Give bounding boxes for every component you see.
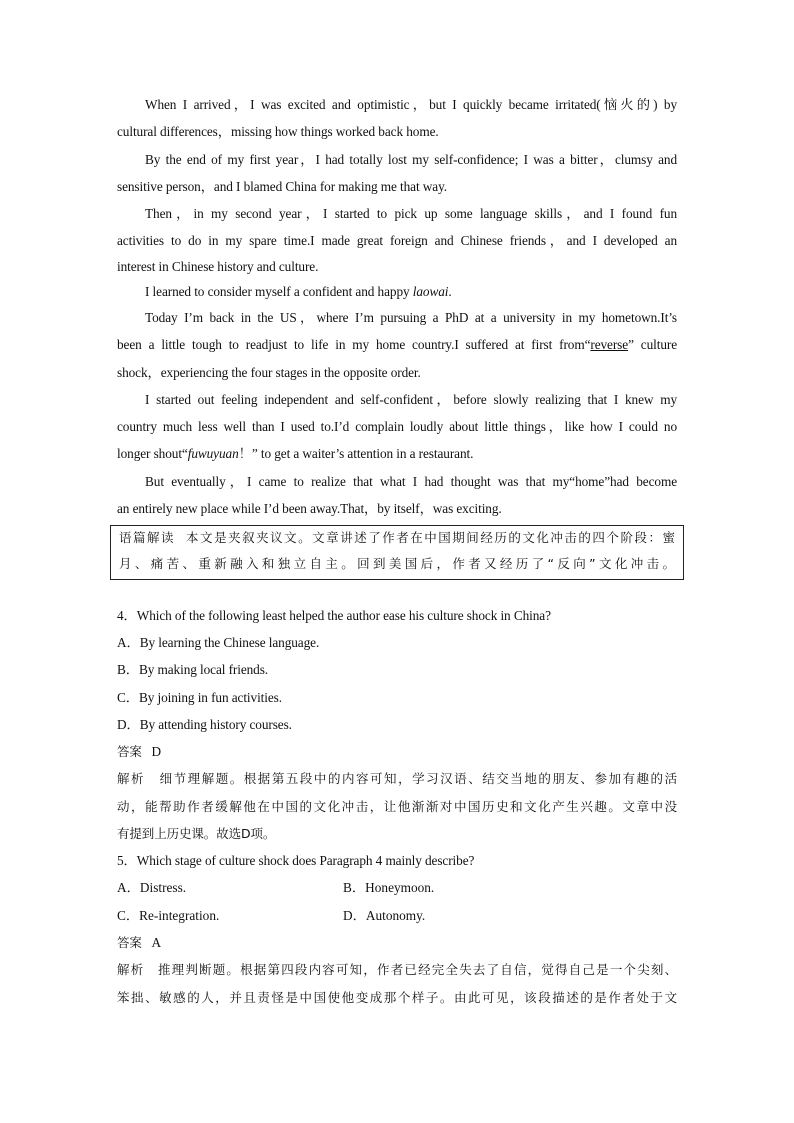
- passage-p3-line1: Then，in my second year，I started to pick up some language skills，and I found fun: [145, 206, 677, 221]
- passage-p4-italic: laowai: [412, 284, 449, 299]
- passage-p4-text: I learned to consider myself a confident and happy: [145, 284, 413, 299]
- q5-analysis-line1: [117, 962, 677, 978]
- q5-analysis-label: 解析: [117, 962, 145, 977]
- q4-option-a: A．By learning the Chinese language.: [117, 635, 320, 650]
- q4-analysis-line2: 动，能帮助作者缓解他在中国的文化冲击，让他渐渐对中国历史和文化产生兴趣。文章中没: [117, 799, 677, 814]
- q5-analysis-line2: 笨拙、敏感的人，并且责怪是中国使他变成那个样子。由此可见，该段描述的是作者处于文: [117, 990, 677, 1005]
- q5-option-c: C．Re-integration.: [117, 908, 220, 923]
- passage-p6-line3-end: ！” to get a waiter’s attention in a restaurant.: [238, 446, 474, 461]
- passage-p5-line3: shock，experiencing the four stages in the opposite order.: [117, 365, 421, 380]
- passage-p6-line3-text: longer shout“: [117, 446, 188, 461]
- q4-analysis-text1: 细节理解题。根据第五段中的内容可知，学习汉语、结交当地的朋友、参加有趣的活: [159, 771, 677, 786]
- passage-p5-line2-end: ” culture: [628, 337, 677, 352]
- summary-line1: [119, 530, 675, 546]
- passage-p4-line1: [145, 284, 677, 300]
- summary-label: 语篇解读: [119, 530, 176, 545]
- q4-stem: 4．Which of the following least helped the author ease his culture shock in China?: [117, 608, 551, 623]
- passage-p6-italic: fuwuyuan: [187, 446, 239, 461]
- q4-option-b: B．By making local friends.: [117, 662, 269, 677]
- q5-option-d: D．Autonomy.: [343, 908, 426, 923]
- q4-analysis-line1: [117, 771, 677, 787]
- q4-answer: [117, 744, 677, 760]
- passage-p7-line1: But eventually，I came to realize that what I had thought was that my“home”had become: [145, 474, 677, 489]
- passage-p3-line3: interest in Chinese history and culture.: [117, 259, 319, 274]
- q4-answer-label: 答案: [117, 744, 142, 759]
- q5-answer-label: 答案: [117, 935, 142, 950]
- passage-p6-line3: [117, 446, 677, 462]
- summary-box: [110, 525, 684, 580]
- passage-p2-line2: sensitive person，and I blamed China for making me that way.: [117, 179, 448, 194]
- q5-stem: 5．Which stage of culture shock does Paragraph 4 mainly describe?: [117, 853, 475, 868]
- q5-option-b: B．Honeymoon.: [343, 880, 435, 895]
- passage-p6-line1: I started out feeling independent and self-confident，before slowly realizing that I knew my: [145, 392, 677, 407]
- passage-p3-line2: activities to do in my spare time.I made great foreign and Chinese friends，and I developed an: [117, 233, 677, 248]
- q4-option-c: C．By joining in fun activities.: [117, 690, 282, 705]
- passage-p6-line2: country much less well than I used to.I’d complain loudly about little things，like how I could no: [117, 419, 677, 434]
- passage-p5-line2-text: been a little tough to readjust to life in my home country.I suffered at first from“: [117, 337, 591, 352]
- q4-option-d: D．By attending history courses.: [117, 717, 292, 732]
- q4-analysis-label: 解析: [117, 771, 146, 786]
- q5-answer-value: A: [151, 935, 162, 950]
- q5-option-a: A．Distress.: [117, 880, 187, 895]
- passage-p5-line1: Today I’m back in the US，where I’m pursuing a PhD at a university in my hometown.It’s: [145, 310, 677, 325]
- q5-answer: [117, 935, 677, 951]
- passage-p1-line1: When I arrived，I was excited and optimistic，but I quickly became irritated(恼火的) by: [145, 97, 677, 112]
- passage-p4-end: .: [448, 284, 452, 299]
- q5-analysis-text1: 推理判断题。根据第四段内容可知，作者已经完全失去了自信，觉得自己是一个尖刻、: [157, 962, 677, 977]
- passage-p7-line2: an entirely new place while I’d been away.That，by itself，was exciting.: [117, 501, 502, 516]
- passage-p5-underlined-word: reverse: [590, 337, 629, 352]
- q4-analysis-line3: 有提到上历史课。故选D项。: [117, 826, 276, 841]
- passage-p1-line2: cultural differences，missing how things worked back home.: [117, 124, 439, 139]
- q4-answer-value: D: [151, 744, 162, 759]
- passage-p2-line1: By the end of my first year，I had totally lost my self-confidence; I was a bitter，clumsy and: [145, 152, 677, 167]
- passage-p5-line2: [117, 337, 677, 353]
- summary-text-line2: 月、痛苦、重新融入和独立自主。回到美国后，作者又经历了“反向”文化冲击。: [119, 556, 675, 571]
- summary-text-line1: 本文是夹叙夹议文。文章讲述了作者在中国期间经历的文化冲击的四个阶段：蜜: [186, 530, 675, 545]
